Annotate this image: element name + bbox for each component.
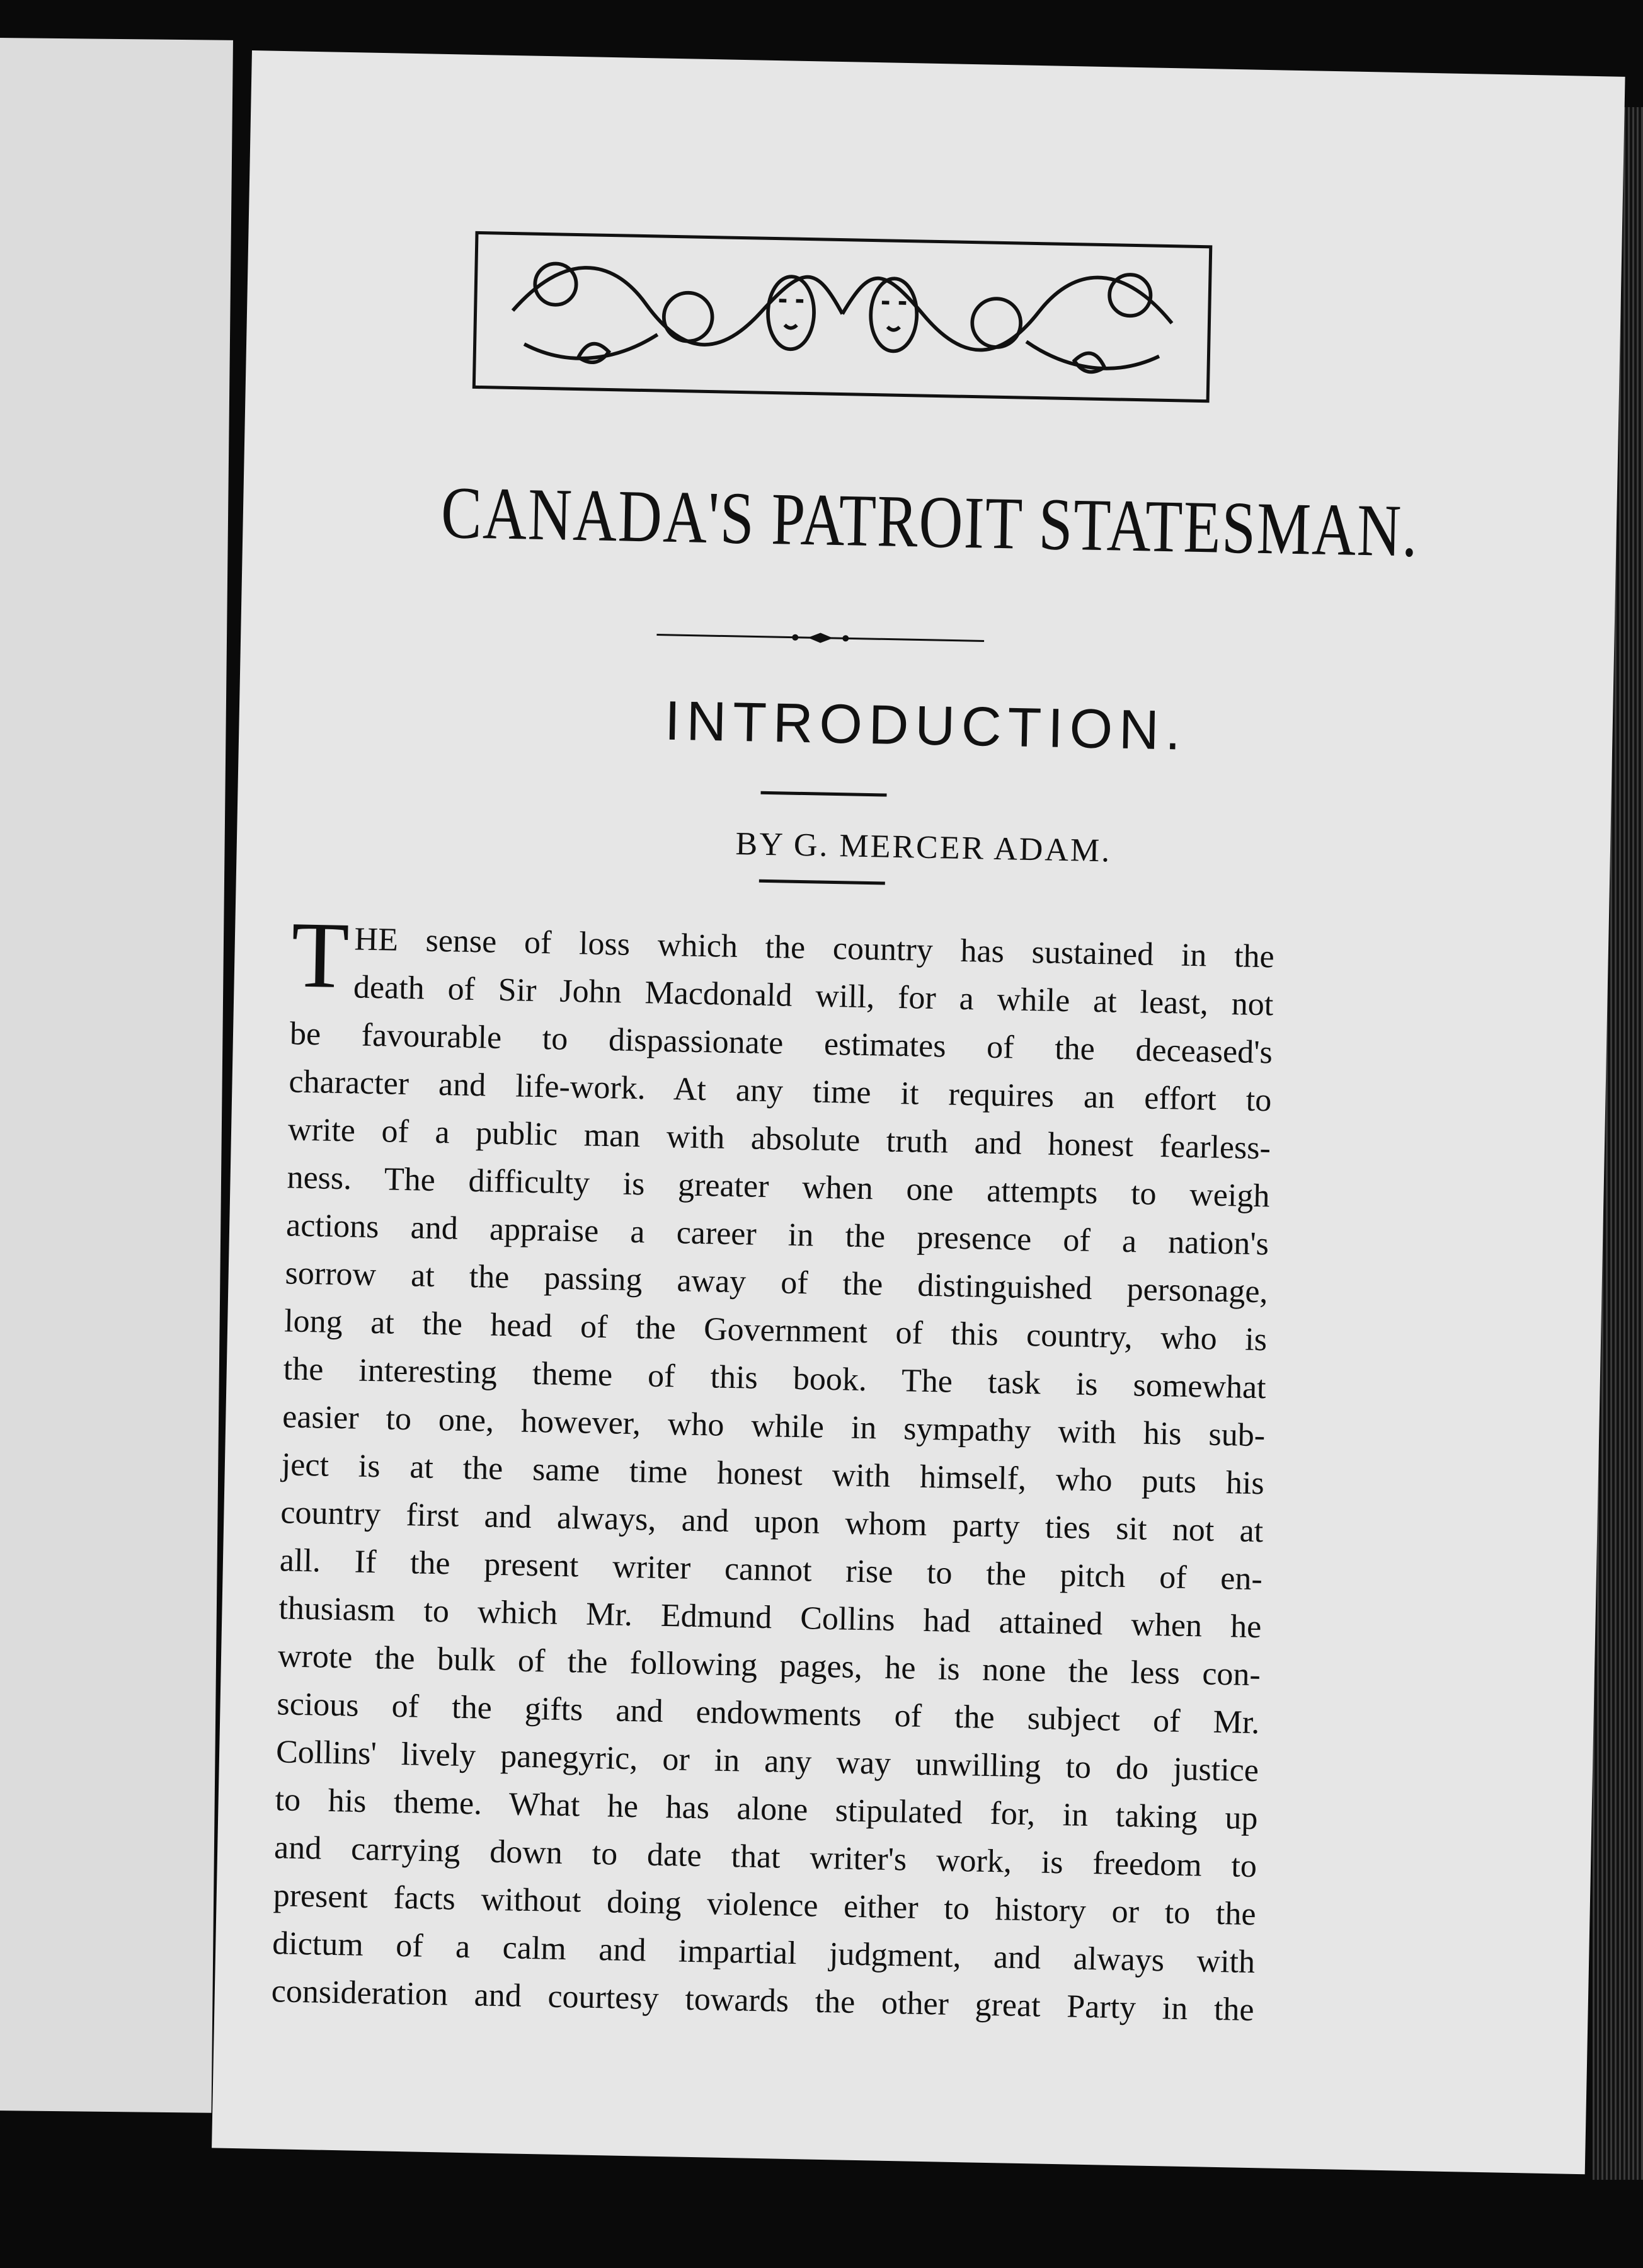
body-line: sorrow at the passing away of the distinguished personage, (285, 1255, 1269, 1310)
body-line: Collins' lively panegyric, or in any way unwilling to do justice (275, 1734, 1259, 1789)
body-line: present facts without doing violence either to history or to the (273, 1877, 1257, 1933)
rule-above-byline (760, 791, 886, 797)
body-line: easier to one, however, who while in sympathy with his sub- (282, 1399, 1266, 1454)
body-line: ness. The difficulty is greater when one attempts to weigh (287, 1159, 1270, 1215)
ornament-icon (476, 234, 1209, 399)
body-line: thusiasm to which Mr. Edmund Collins had attained when he (278, 1590, 1262, 1646)
body-line: dictum of a calm and impartial judgment, and always with (272, 1925, 1256, 1981)
title-divider (656, 626, 984, 651)
body-line: death of Sir John Macdonald will, for a while at least, not (353, 969, 1274, 1023)
book-page (212, 50, 1625, 2174)
section-heading: INTRODUCTION. (664, 689, 1188, 762)
body-line: and carrying down to date that writer's work, is freedom to (273, 1830, 1257, 1885)
rule-below-byline (759, 879, 885, 885)
body-line: character and life-work. At any time it requires an effort to (289, 1063, 1272, 1119)
drop-cap: T (290, 902, 350, 1009)
body-line: scious of the gifts and endowments of the subject of Mr. (277, 1686, 1260, 1741)
facing-page (0, 38, 233, 2113)
body-line: write of a public man with absolute truth and honest fearless- (287, 1111, 1271, 1167)
body-line: the interesting theme of this book. The task is somewhat (283, 1351, 1267, 1406)
byline: BY G. MERCER ADAM. (735, 825, 1112, 869)
body-line: HE sense of loss which the country has sustained in the (354, 921, 1275, 975)
body-line: long at the head of the Government of this country, who is (283, 1303, 1268, 1358)
body-line: all. If the present writer cannot rise to the pitch of en- (279, 1542, 1263, 1598)
body-line: to his theme. What he has alone stipulated for, in taking up (275, 1782, 1258, 1837)
body-line: wrote the bulk of the following pages, he is none the less con- (277, 1638, 1261, 1693)
book-title: CANADA'S PATROIT STATESMAN. (440, 471, 1419, 573)
body-line: actions and appraise a career in the presence of a nation's (285, 1207, 1269, 1263)
body-text (271, 902, 1275, 2034)
body-line: country first and always, and upon whom party ties sit not at (280, 1494, 1264, 1550)
body-line: ject is at the same time honest with himself, who puts his (281, 1446, 1265, 1502)
headpiece-ornament (472, 231, 1213, 403)
body-line: be favourable to dispassionate estimates of the deceased's (289, 1016, 1273, 1071)
body-line: consideration and courtesy towards the other great Party in the (271, 1973, 1255, 2029)
